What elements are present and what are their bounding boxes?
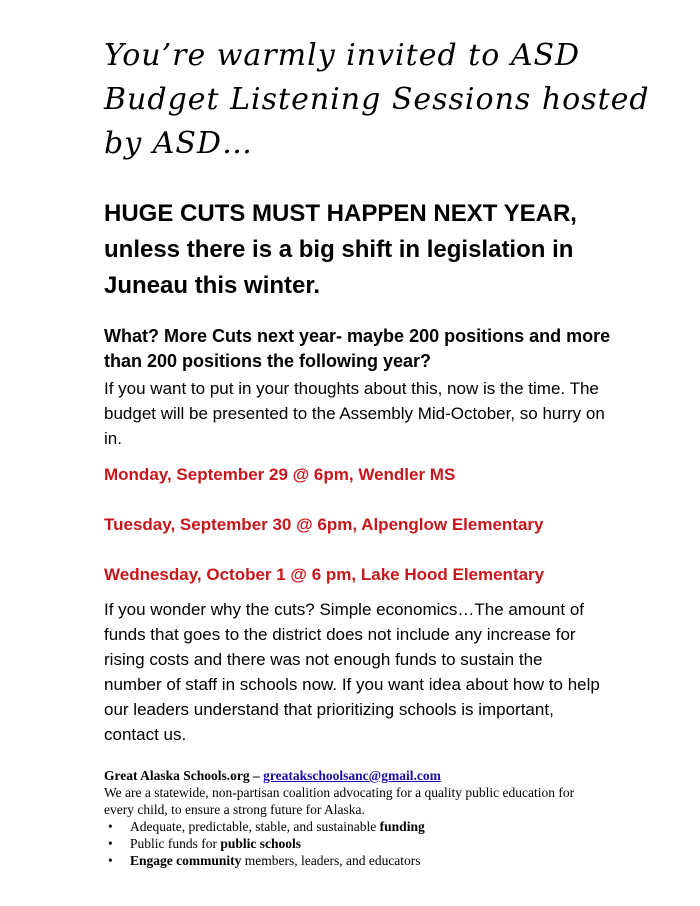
cuts-headline: HUGE CUTS MUST HAPPEN NEXT YEAR, unless there is a big shift in legislation in Juneau this winter. (104, 200, 577, 299)
goal-item-funding (104, 818, 584, 835)
org-contact-line (104, 767, 584, 784)
session-monday: Monday, September 29 @ 6pm, Wendler MS (104, 465, 456, 484)
cuts-question: What? More Cuts next year- maybe 200 positions and more than 200 positions the following year? (104, 326, 611, 371)
bullet-icon: • (108, 819, 113, 834)
goal-emphasis: public schools (220, 836, 302, 851)
org-separator: – (253, 768, 260, 783)
why-cuts-paragraph: If you wonder why the cuts? Simple economics…The amount of funds that goes to the district does not include any increase for rising costs and there was not enough funds to sustain the number of staff in schools now. If you want idea about how to help our leaders understand that prioritizing schools is important, contact us. (104, 600, 600, 744)
org-description: We are a statewide, non-partisan coalition advocating for a quality public education for every child, to ensure a strong future for Alaska. (104, 785, 575, 817)
bullet-icon: • (108, 836, 113, 851)
goal-text-after: members, leaders, and educators (241, 853, 421, 868)
goal-emphasis: Engage community (130, 853, 242, 868)
organization-footer (104, 767, 584, 869)
session-tuesday: Tuesday, September 30 @ 6pm, Alpenglow Elementary (104, 515, 544, 534)
goal-text: Public funds for (130, 836, 221, 851)
goal-item-public-schools (104, 835, 584, 852)
contact-email-link[interactable]: greatakschoolsanc@gmail.com (263, 768, 441, 783)
intro-paragraph: If you want to put in your thoughts about this, now is the time. The budget will be presented to the Assembly Mid-October, so hurry on in. (104, 379, 605, 448)
goal-item-community (104, 852, 584, 869)
org-name: Great Alaska Schools.org (104, 768, 250, 783)
session-wednesday: Wednesday, October 1 @ 6 pm, Lake Hood Elementary (104, 565, 545, 584)
goal-emphasis: funding (379, 819, 425, 834)
goal-text: Adequate, predictable, stable, and sustainable (130, 819, 380, 834)
goals-list (104, 818, 584, 869)
bullet-icon: • (108, 853, 113, 868)
invitation-title: You’re warmly invited to ASD Budget Listening Sessions hosted by ASD… (104, 38, 650, 161)
